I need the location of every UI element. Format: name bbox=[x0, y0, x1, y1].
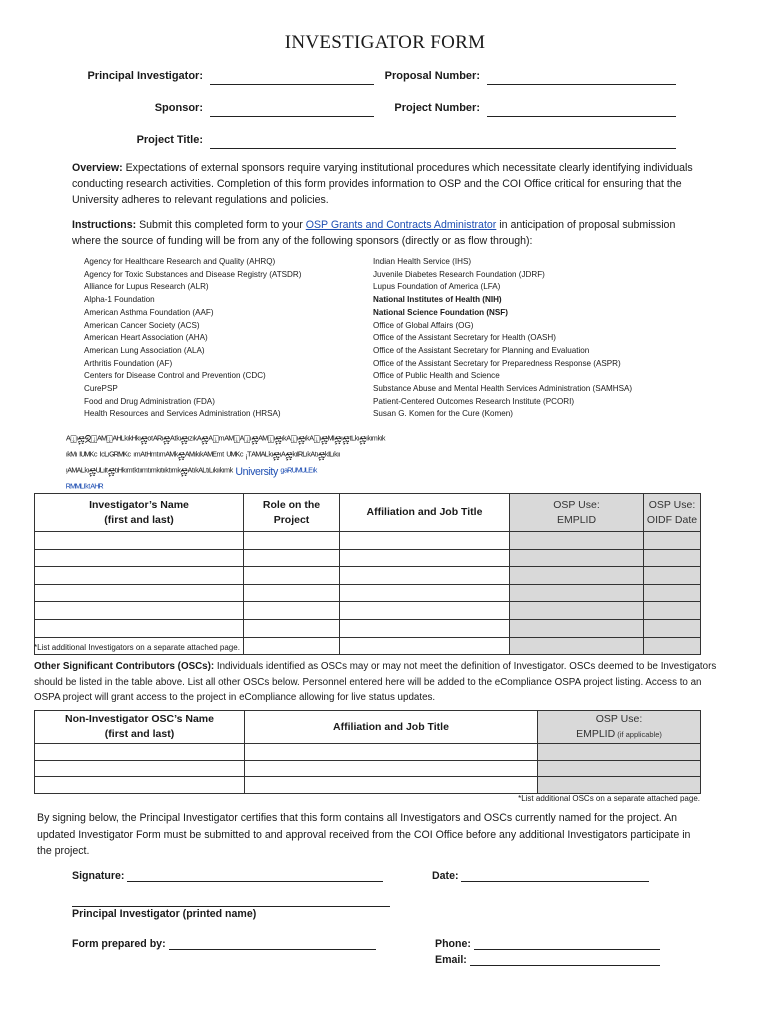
form-title: INVESTIGATOR FORM bbox=[284, 32, 486, 53]
table-header-row bbox=[35, 494, 701, 532]
osp-oidf-date-cell bbox=[644, 584, 701, 602]
osc-affiliation-header: Affiliation and Job Title bbox=[245, 711, 538, 744]
investigator-name-cell[interactable] bbox=[35, 549, 244, 567]
investigators-footnote: *List additional Investigators on a separate attached page. bbox=[34, 643, 240, 652]
role-cell[interactable] bbox=[244, 584, 340, 602]
header-text: Non-Investigator OSC’s Name bbox=[65, 713, 214, 725]
header-text: OIDF Date bbox=[646, 513, 698, 526]
osp-emplid-cell bbox=[510, 637, 644, 655]
garbled-text: ᵎᴬᴹᴬᴸᵏᶦ፷ᵁᴸᶦᴵᵗ፷ᵗᶦᴴᵏᶦᵐᵗᵏᵗᶦᶦᵐᵗᶦᵐᵏᶦᵗᶦᶦᵏᵗᶦᵐᵏ፷ᴬᵗᶦᵏᴬᴸᵗᶦᴸᶦᵏᶦᶦᵏᶦᵐᵏ bbox=[66, 466, 233, 478]
osp-emplid-header bbox=[510, 494, 644, 532]
sponsor-item: Office of the Assistant Secretary for Health (OASH) bbox=[373, 333, 556, 343]
osp-oidf-date-cell bbox=[644, 549, 701, 567]
prepared-by-field[interactable] bbox=[169, 937, 376, 950]
pi-label: Principal Investigator: bbox=[87, 70, 203, 82]
sponsor-item: American Lung Association (ALA) bbox=[84, 345, 205, 355]
affiliation-cell[interactable] bbox=[340, 637, 510, 655]
sponsor-item: Lupus Foundation of America (LFA) bbox=[373, 282, 501, 292]
prepared-by-label: Form prepared by: bbox=[72, 938, 166, 950]
osp-emplid-cell bbox=[510, 584, 644, 602]
table-row bbox=[35, 584, 701, 602]
header-text: (first and last) bbox=[104, 513, 174, 526]
osp-oidf-date-header bbox=[644, 494, 701, 532]
affiliation-cell[interactable] bbox=[340, 549, 510, 567]
osc-affiliation-cell[interactable] bbox=[245, 777, 538, 794]
osp-oidf-date-cell bbox=[644, 532, 701, 550]
sponsor-list-right bbox=[373, 256, 693, 421]
table-row bbox=[35, 619, 701, 637]
sponsor-item: Indian Health Service (IHS) bbox=[373, 257, 472, 266]
table-row bbox=[35, 567, 701, 585]
date-label: Date: bbox=[432, 870, 459, 882]
investigator-name-cell[interactable] bbox=[35, 619, 244, 637]
role-cell[interactable] bbox=[244, 637, 340, 655]
role-cell[interactable] bbox=[244, 549, 340, 567]
osp-emplid-cell bbox=[510, 567, 644, 585]
sponsor-item: Office of the Assistant Secretary for Planning and Evaluation bbox=[373, 345, 590, 355]
investigator-name-cell[interactable] bbox=[35, 602, 244, 620]
sponsor-item: Office of Global Affairs (OG) bbox=[373, 320, 474, 330]
overview-text: Expectations of external sponsors require varying institutional procedures which necessitate clearly identifying individuals conducting research activities. Completion of this form provides information to OSP and the COI Office critical for ensuring that the University adheres to relevant regulations and policies. bbox=[72, 162, 693, 206]
affiliation-cell[interactable] bbox=[340, 532, 510, 550]
sponsor-item: National Science Foundation (NSF) bbox=[373, 307, 508, 317]
investigator-name-cell[interactable] bbox=[35, 532, 244, 550]
table-row bbox=[35, 602, 701, 620]
phone-label: Phone: bbox=[435, 938, 471, 950]
date-field[interactable] bbox=[461, 869, 649, 882]
sponsor-item: National Institutes of Health (NIH) bbox=[373, 295, 502, 305]
table-row bbox=[35, 549, 701, 567]
signature-row bbox=[72, 869, 383, 882]
sponsor-item: Alpha-1 Foundation bbox=[84, 295, 155, 305]
investigator-name-cell[interactable] bbox=[35, 584, 244, 602]
garbled-line: ᴬ⍗ᶦ፷ᘝ⍗ᴬᴹ⍗ᴬᴴᴸᵏᶦᵏᴴᵏᶦ፷ᵒᵗᴬᴿᶦ፷ᴬᵗᵏᶦ፷ᶦᶻᶦᵏᴬ፷ᴬ⍗ᵐᴬᴹ⍗ᴬ⍗ᶦ፷ᴬᴹ⍗ᶦ፷ᶦᵏᴬ⍗ᶦ፷ᶦᵏᴬ⍗ᶦ፷ᴹᴵ፷ᶦ፷ᵗᴸᵏᶦ፷ᶦᵏᶦᵐᵏᶦᵏ bbox=[66, 434, 386, 446]
sponsor-item: Patient-Centered Outcomes Research Institute (PCORI) bbox=[373, 396, 575, 406]
osp-administrator-link[interactable]: OSP Grants and Contracts Administrator bbox=[305, 219, 497, 231]
garbled-line bbox=[66, 464, 706, 480]
instructions-text-before: Submit this completed form to your bbox=[136, 219, 306, 231]
proposal-number-field[interactable] bbox=[487, 70, 676, 85]
osp-emplid-cell bbox=[510, 602, 644, 620]
osc-affiliation-cell[interactable] bbox=[245, 760, 538, 777]
osc-osp-emplid-cell bbox=[538, 777, 701, 794]
pi-printed-name-field[interactable] bbox=[72, 906, 390, 907]
header-text: OSP Use: bbox=[648, 498, 696, 511]
osc-name-cell[interactable] bbox=[35, 744, 245, 761]
sponsor-list-left bbox=[84, 256, 364, 421]
osp-emplid-cell bbox=[510, 549, 644, 567]
header-text: (if applicable) bbox=[615, 730, 662, 739]
sponsor-item: Food and Drug Administration (FDA) bbox=[84, 396, 215, 406]
signature-label: Signature: bbox=[72, 870, 125, 882]
affiliation-cell[interactable] bbox=[340, 584, 510, 602]
sponsor-item: Health Resources and Services Administration (HRSA) bbox=[84, 409, 281, 419]
header-text: Role on the bbox=[262, 498, 321, 511]
sponsor-item: Substance Abuse and Mental Health Services Administration (SAMHSA) bbox=[373, 384, 633, 394]
osp-oidf-date-cell bbox=[644, 637, 701, 655]
sponsor-label: Sponsor: bbox=[154, 102, 203, 114]
instructions-label: Instructions: bbox=[72, 219, 137, 231]
affiliation-cell[interactable] bbox=[340, 567, 510, 585]
sponsor-item: American Asthma Foundation (AAF) bbox=[84, 307, 214, 317]
instructions-paragraph bbox=[72, 217, 702, 249]
header-text: EMPLID bbox=[556, 513, 597, 526]
sponsor-field[interactable] bbox=[210, 102, 374, 117]
sponsor-item: Alliance for Lupus Research (ALR) bbox=[84, 282, 209, 292]
garbled-line: ᴿᴹᴹᴸᴵᵏᵗᴬᴴᴿ bbox=[66, 482, 104, 494]
table-row bbox=[35, 760, 701, 777]
instructions-text-after: in anticipation of proposal submission where the source of funding will be from any of the following sponsors (directly or as flow through): bbox=[72, 219, 676, 247]
email-label: Email: bbox=[435, 954, 467, 966]
sponsor-item: Centers for Disease Control and Prevention (CDC) bbox=[84, 371, 266, 381]
osc-affiliation-cell[interactable] bbox=[245, 744, 538, 761]
osc-paragraph bbox=[34, 659, 718, 706]
pi-printed-name-label: Principal Investigator (printed name) bbox=[72, 908, 257, 920]
pi-field[interactable] bbox=[210, 70, 374, 85]
table-row bbox=[35, 532, 701, 550]
role-cell[interactable] bbox=[244, 602, 340, 620]
header-text: EMPLID bbox=[576, 728, 616, 740]
role-header bbox=[244, 494, 340, 532]
garbled-link[interactable]: University ᵍᵃᴿᵁᴹᵁᴸᴱᶦᵏ bbox=[232, 466, 317, 478]
header-text: (first and last) bbox=[104, 728, 175, 740]
investigator-name-header bbox=[35, 494, 244, 532]
role-cell[interactable] bbox=[244, 567, 340, 585]
osc-name-header bbox=[35, 711, 245, 744]
header-text: OSP Use: bbox=[595, 713, 643, 725]
role-cell[interactable] bbox=[244, 619, 340, 637]
email-field[interactable] bbox=[470, 953, 660, 966]
proposal-number-label: Proposal Number: bbox=[384, 70, 480, 82]
garbled-line: ᶦᵏᴹᶦ ᴵᵁᴹᴷᶜ ᴵᶜᴸᶦᴳᴿᴹᴷᶜ ᶦᵐᴬᵗᴴᵐᵗᶦᵐᴬᴹᵏ፷ᴬᴹᶦᵏᶦᵏᴬᴹᴱᵐᵗ ᵁᴹᴷᶜ ᵢᵀᴬᴹᴬᴸᵏᶦ፷ᶦᴬ፷ᵏᶦᴵᴿᴸᶦᵏᴬᵗᶦ፷ᵏᴵᴸᶦᵏᶦᶦ bbox=[66, 450, 340, 462]
sponsor-item: Agency for Toxic Substances and Disease Registry (ATSDR) bbox=[84, 269, 302, 279]
sponsor-item: Juvenile Diabetes Research Foundation (JDRF) bbox=[373, 269, 545, 279]
affiliation-cell[interactable] bbox=[340, 602, 510, 620]
affiliation-header: Affiliation and Job Title bbox=[340, 494, 510, 532]
phone-row bbox=[435, 937, 660, 950]
header-text: Project bbox=[273, 513, 310, 526]
sponsor-item: Arthritis Foundation (AF) bbox=[84, 358, 173, 368]
prepared-by-row bbox=[72, 937, 376, 950]
sponsor-item: CurePSP bbox=[84, 384, 118, 394]
osc-osp-emplid-cell bbox=[538, 760, 701, 777]
osc-osp-emplid-cell bbox=[538, 744, 701, 761]
osp-oidf-date-cell bbox=[644, 567, 701, 585]
project-number-field[interactable] bbox=[487, 102, 676, 117]
certification-paragraph: By signing below, the Principal Investigator certifies that this form contains all Investigators and OSCs currently named for the project. An updated Investigator Form must be submitted to and approval received from the COI Office before any additional Investigators participate in the project. bbox=[37, 812, 691, 857]
date-row bbox=[432, 869, 649, 882]
affiliation-cell[interactable] bbox=[340, 619, 510, 637]
osp-oidf-date-cell bbox=[644, 602, 701, 620]
project-title-label: Project Title: bbox=[136, 134, 203, 146]
osc-label: Other Significant Contributors (OSCs): bbox=[34, 661, 215, 672]
phone-field[interactable] bbox=[474, 937, 660, 950]
table-header-row bbox=[35, 711, 701, 744]
osc-text: Individuals identified as OSCs may or may not meet the definition of Investigator. OSCs deemed to be Investigators should be listed in the table above. List all other OSCs below. Personnel entered here will be added to the eCompliance OSPA project listing. Access to an OSPA project will grant access to the project in eCompliance allowing for live status updates. bbox=[34, 661, 717, 703]
investigators-table bbox=[34, 493, 701, 655]
osp-oidf-date-cell bbox=[644, 619, 701, 637]
osp-emplid-cell bbox=[510, 532, 644, 550]
sponsor-item: Susan G. Komen for the Cure (Komen) bbox=[373, 409, 513, 419]
overview-paragraph bbox=[72, 160, 702, 208]
header-text: Investigator’s Name bbox=[89, 498, 189, 511]
osc-osp-emplid-header bbox=[538, 711, 701, 744]
table-row bbox=[35, 744, 701, 761]
role-cell[interactable] bbox=[244, 532, 340, 550]
osc-table bbox=[34, 710, 701, 794]
header-text: OSP Use: bbox=[553, 498, 600, 511]
project-number-label: Project Number: bbox=[394, 102, 480, 114]
osc-name-cell[interactable] bbox=[35, 777, 245, 794]
sponsor-item: Office of the Assistant Secretary for Preparedness Response (ASPR) bbox=[373, 358, 621, 368]
osc-footnote: *List additional OSCs on a separate attached page. bbox=[518, 794, 700, 803]
sponsor-item: Agency for Healthcare Research and Quality (AHRQ) bbox=[84, 257, 276, 266]
investigator-name-cell[interactable] bbox=[35, 567, 244, 585]
project-title-field[interactable] bbox=[210, 134, 676, 149]
sponsor-item: American Heart Association (AHA) bbox=[84, 333, 208, 343]
osp-emplid-cell bbox=[510, 619, 644, 637]
sponsor-item: Office of Public Health and Science bbox=[373, 371, 500, 381]
osc-name-cell[interactable] bbox=[35, 760, 245, 777]
table-row bbox=[35, 777, 701, 794]
signature-field[interactable] bbox=[127, 869, 383, 882]
sponsor-item: American Cancer Society (ACS) bbox=[84, 320, 200, 330]
email-row bbox=[435, 953, 660, 966]
overview-label: Overview: bbox=[72, 162, 123, 174]
